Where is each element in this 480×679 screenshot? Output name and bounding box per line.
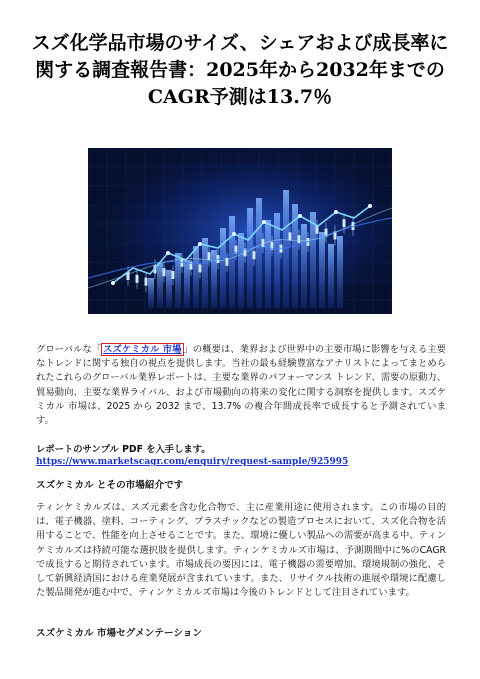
decor-bar bbox=[283, 190, 289, 308]
decor-bar bbox=[328, 244, 334, 308]
decor-candle bbox=[172, 271, 175, 279]
decor-bar bbox=[265, 220, 271, 308]
decor-bar bbox=[238, 233, 244, 308]
decor-dot bbox=[198, 242, 202, 246]
decor-bar bbox=[310, 212, 316, 308]
section1-heading: スズケミカル とその市場紹介です bbox=[36, 480, 184, 491]
decor-bar bbox=[157, 263, 163, 308]
decor-candle bbox=[145, 278, 148, 286]
decor-dot bbox=[111, 281, 115, 285]
decor-bar bbox=[184, 260, 190, 308]
sample-url-link[interactable]: https://www.marketscagr.com/enquiry/request-sample/925995 bbox=[36, 457, 349, 467]
decor-bar bbox=[193, 246, 199, 308]
decor-candle bbox=[208, 252, 211, 260]
decor-dot bbox=[232, 232, 236, 236]
decor-candle bbox=[253, 251, 256, 259]
decor-bar bbox=[202, 238, 208, 308]
intro-paragraph bbox=[36, 343, 446, 428]
decor-bar bbox=[337, 236, 343, 308]
decor-candle bbox=[343, 219, 346, 227]
decor-bar bbox=[211, 250, 217, 308]
decor-dot bbox=[334, 210, 338, 214]
decor-bar bbox=[301, 224, 307, 308]
decor-candle bbox=[289, 232, 292, 240]
section2-heading: スズケミカル 市場セグメンテーション bbox=[36, 628, 202, 639]
decor-bar bbox=[256, 198, 262, 308]
decor-candle bbox=[163, 268, 166, 276]
hero-image bbox=[88, 148, 392, 314]
sample-label: レポートのサンプル PDF を入手します。 bbox=[36, 444, 211, 455]
decor-dot bbox=[166, 251, 170, 255]
decor-bar bbox=[229, 216, 235, 308]
decor-dot bbox=[262, 220, 266, 224]
decor-candle bbox=[199, 264, 202, 272]
decor-bar bbox=[166, 270, 172, 308]
decor-candle bbox=[136, 275, 139, 283]
decor-bar bbox=[247, 208, 253, 308]
market-link[interactable]: スズケミカル 市場 bbox=[103, 344, 182, 355]
decor-bar bbox=[220, 228, 226, 308]
decor-bar bbox=[319, 232, 325, 308]
decor-dot bbox=[298, 214, 302, 218]
decor-candle bbox=[298, 235, 301, 243]
decor-dot bbox=[368, 204, 372, 208]
intro-prefix: グローバルな「 bbox=[36, 344, 102, 355]
intro-body: 」の概要は、業界および世界中の主要市場に影響を与える主要なトレンドに関する独自の視点を提供します。当社の最も経験豊富なアナリストによってまとめられたこれらのグローバル業界レポートは、主要な業界のパフォーマンス トレンド、需要の原動力、貿易動向、主要な業界ライバル、および市場動向の将来の変化に関する洞察を提供します。スズケミカル 市場は、2025 から 2032 まで、13.7% の複合年間成長率で成長すると予測されています。 bbox=[36, 344, 446, 427]
sample-request bbox=[36, 444, 446, 468]
page-title: スズ化学品市場のサイズ、シェアおよび成長率に関する調査報告書：2025年から2032年までのCAGR予測は13.7％ bbox=[31, 32, 449, 108]
decor-bar bbox=[148, 278, 154, 308]
section1-body: ティンケミカルズは、スズ元素を含む化合物で、主に産業用途に使用されます。この市場の目的は、電子機器、塗料、コーティング、プラスチックなどの製造プロセスにおいて、スズ化合物を活用することで、性能を向上させることです。また、環境に優しい製品への需要が高まる中、ティンケミカルズは持続可能な選択肢を提供します。ティンケミカルズ市場は、予測期間中に%のCAGRで成長すると期待されています。市場成長の要因には、電子機器の需要増加、環境規制の強化、そして新興経済国における産業発展が含まれています。また、リサイクル技術の進展や環境に配慮した製品開発が進む中で、ティンケミカルズ市場は今後のトレンドとして注目されています。 bbox=[36, 502, 446, 599]
decor-candle bbox=[316, 226, 319, 234]
chart-illustration-icon bbox=[88, 148, 392, 314]
